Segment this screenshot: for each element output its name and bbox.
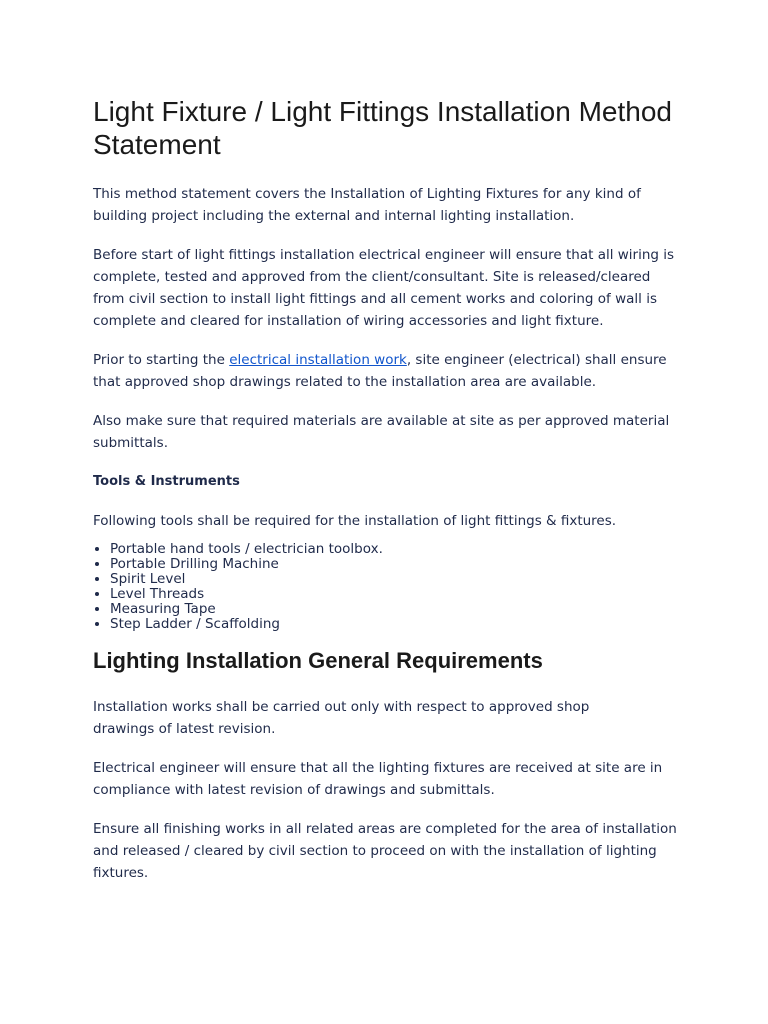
requirements-heading: Lighting Installation General Requirements xyxy=(93,648,543,673)
requirement-paragraph-3: Ensure all finishing works in all related areas are completed for the area of installation and released / cleared by civil section to proceed on with the installation of lighting fixtures. xyxy=(93,821,677,881)
tools-list xyxy=(93,542,683,632)
list-item: • Measuring Tape xyxy=(110,602,683,617)
prior-paragraph xyxy=(93,349,683,393)
prior-text-end: , site engineer (electrical) shall ensure that approved shop drawings related to the installation area are available. xyxy=(93,352,667,390)
electrical-installation-work-link[interactable]: electrical installation work xyxy=(229,352,407,368)
page-title: Light Fixture / Light Fittings Installation Method Statement xyxy=(93,96,672,160)
intro-paragraph: This method statement covers the Installation of Lighting Fixtures for any kind of building project including the external and internal lighting installation. xyxy=(93,186,641,224)
list-item: • Portable Drilling Machine xyxy=(110,557,683,572)
tools-heading: Tools & Instruments xyxy=(93,474,240,489)
list-item: • Spirit Level xyxy=(110,572,683,587)
document-page xyxy=(93,95,683,901)
tools-intro-paragraph: Following tools shall be required for the installation of light fittings & fixtures. xyxy=(93,513,617,529)
requirement-paragraph-1: Installation works shall be carried out only with respect to approved shop drawings of latest revision. xyxy=(93,699,590,737)
list-item: • Portable hand tools / electrician toolbox. xyxy=(110,542,683,557)
list-item: • Step Ladder / Scaffolding xyxy=(110,617,683,632)
before-start-paragraph: Before start of light fittings installation electrical engineer will ensure that all wiring is complete, tested and approved from the client/consultant. Site is released/cleared from civil section to install light fittings and all cement works and coloring of wall is complete and cleared for installation of wiring accessories and light fixture. xyxy=(93,247,675,329)
list-item: • Level Threads xyxy=(110,587,683,602)
materials-paragraph: Also make sure that required materials are available at site as per approved material submittals. xyxy=(93,413,670,451)
prior-text-start: Prior to starting the xyxy=(93,352,230,368)
requirement-paragraph-2: Electrical engineer will ensure that all the lighting fixtures are received at site are in compliance with latest revision of drawings and submittals. xyxy=(93,760,663,798)
